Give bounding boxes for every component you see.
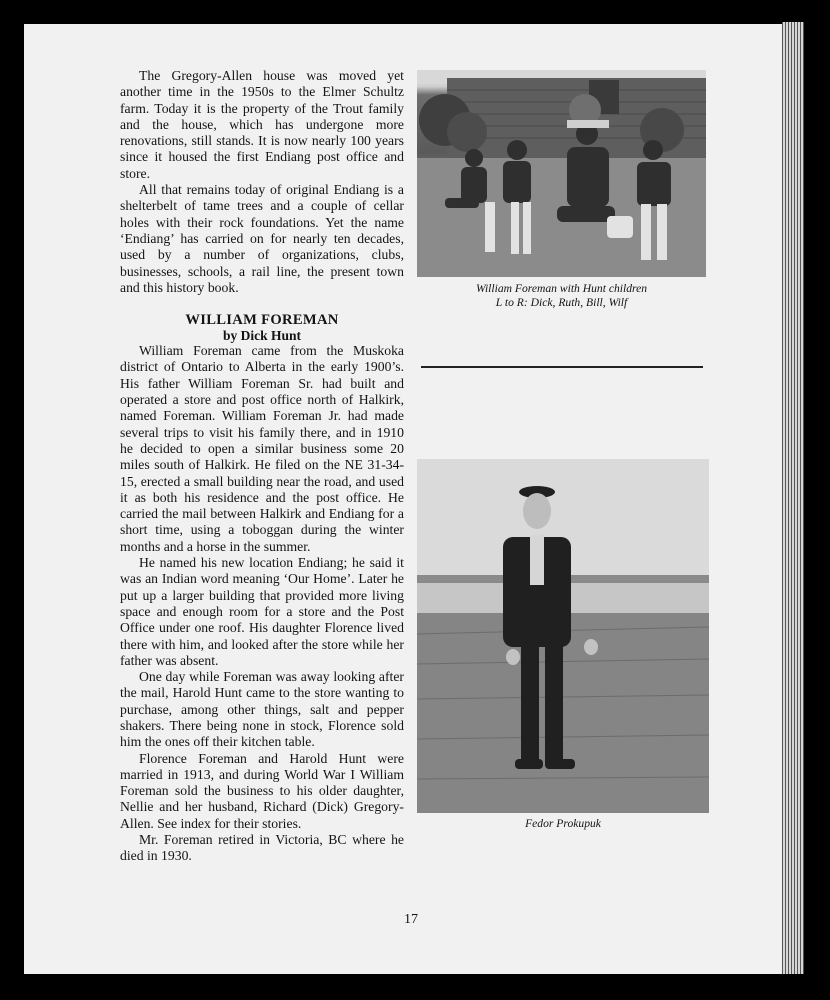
top-photo-caption-line-1: William Foreman with Hunt children [475, 282, 648, 295]
top-photo-caption [417, 282, 706, 310]
body-paragraph-2: He named his new location Endiang; he said it was an Indian word meaning ‘Our Home’. Later he put up a larger building that provided more living space and enough room for a store and the Post Office under one roof. His daughter Florence lived there with him, and looked after the store while her father was absent. [120, 555, 404, 668]
intro-paragraph-1: The Gregory-Allen house was moved yet another time in the 1950s to the Elmer Schultz farm. Today it is the property of the Trout family and the house, which has undergone more renovations, still stands. It is now nearly 100 years since it housed the first Endiang post office and store. [120, 68, 404, 181]
divider-rule [421, 366, 703, 368]
body-paragraph-4: Florence Foreman and Harold Hunt were married in 1913, and during World War I William Foreman sold the business to his older daughter, Nellie and her husband, Richard (Dick) Gregory-Allen. See index for their stories. [120, 750, 404, 831]
body-paragraph-3: One day while Foreman was away looking after the mail, Harold Hunt came to the store wanting to purchase, among other things, salt and pepper shakers. There being none in stock, Florence sold him the ones off their kitchen table. [120, 669, 404, 750]
photo-foreman-with-children-drawing [417, 70, 706, 277]
intro-paragraph-2: All that remains today of original Endiang is a shelterbelt of tame trees and a couple of cellar holes with their rock foundations. Yet the name ‘Endiang’ has carried on for nearly ten decades, used by a number of organizations, clubs, businesses, schools, a rail line, the present town and this history book. [120, 182, 404, 295]
section-byline: by Dick Hunt [222, 328, 302, 344]
photo-fedor-prokupuk [417, 459, 709, 813]
photo-foreman-with-children [417, 70, 706, 277]
body-paragraph-1: William Foreman came from the Muskoka district of Ontario to Alberta in the early 1900’s. His father William Foreman Sr. had built and operated a store and post office north of Halkirk, named Foreman. William Foreman Jr. had made several trips to visit his family there, and in 1910 he decided to open a similar business some 20 miles south of Halkirk. He filed on the NE 31-34-15, erected a small building near the road, and used it as both his residence and the post office. He carried the mail between Halkirk and Endiang for a short time, using a toboggan during the winter months and a horse in the summer. [120, 343, 404, 554]
body-paragraph-5: Mr. Foreman retired in Victoria, BC where he died in 1930. [120, 832, 404, 864]
bottom-photo-caption: Fedor Prokupuk [525, 817, 601, 830]
top-photo-caption-line-2: L to R: Dick, Ruth, Bill, Wilf [495, 296, 628, 309]
section-title: WILLIAM FOREMAN [185, 312, 339, 329]
left-text-column [120, 68, 404, 865]
page-number: 17 [404, 912, 418, 927]
photo-fedor-prokupuk-drawing [417, 459, 709, 813]
page-edges [782, 22, 804, 974]
